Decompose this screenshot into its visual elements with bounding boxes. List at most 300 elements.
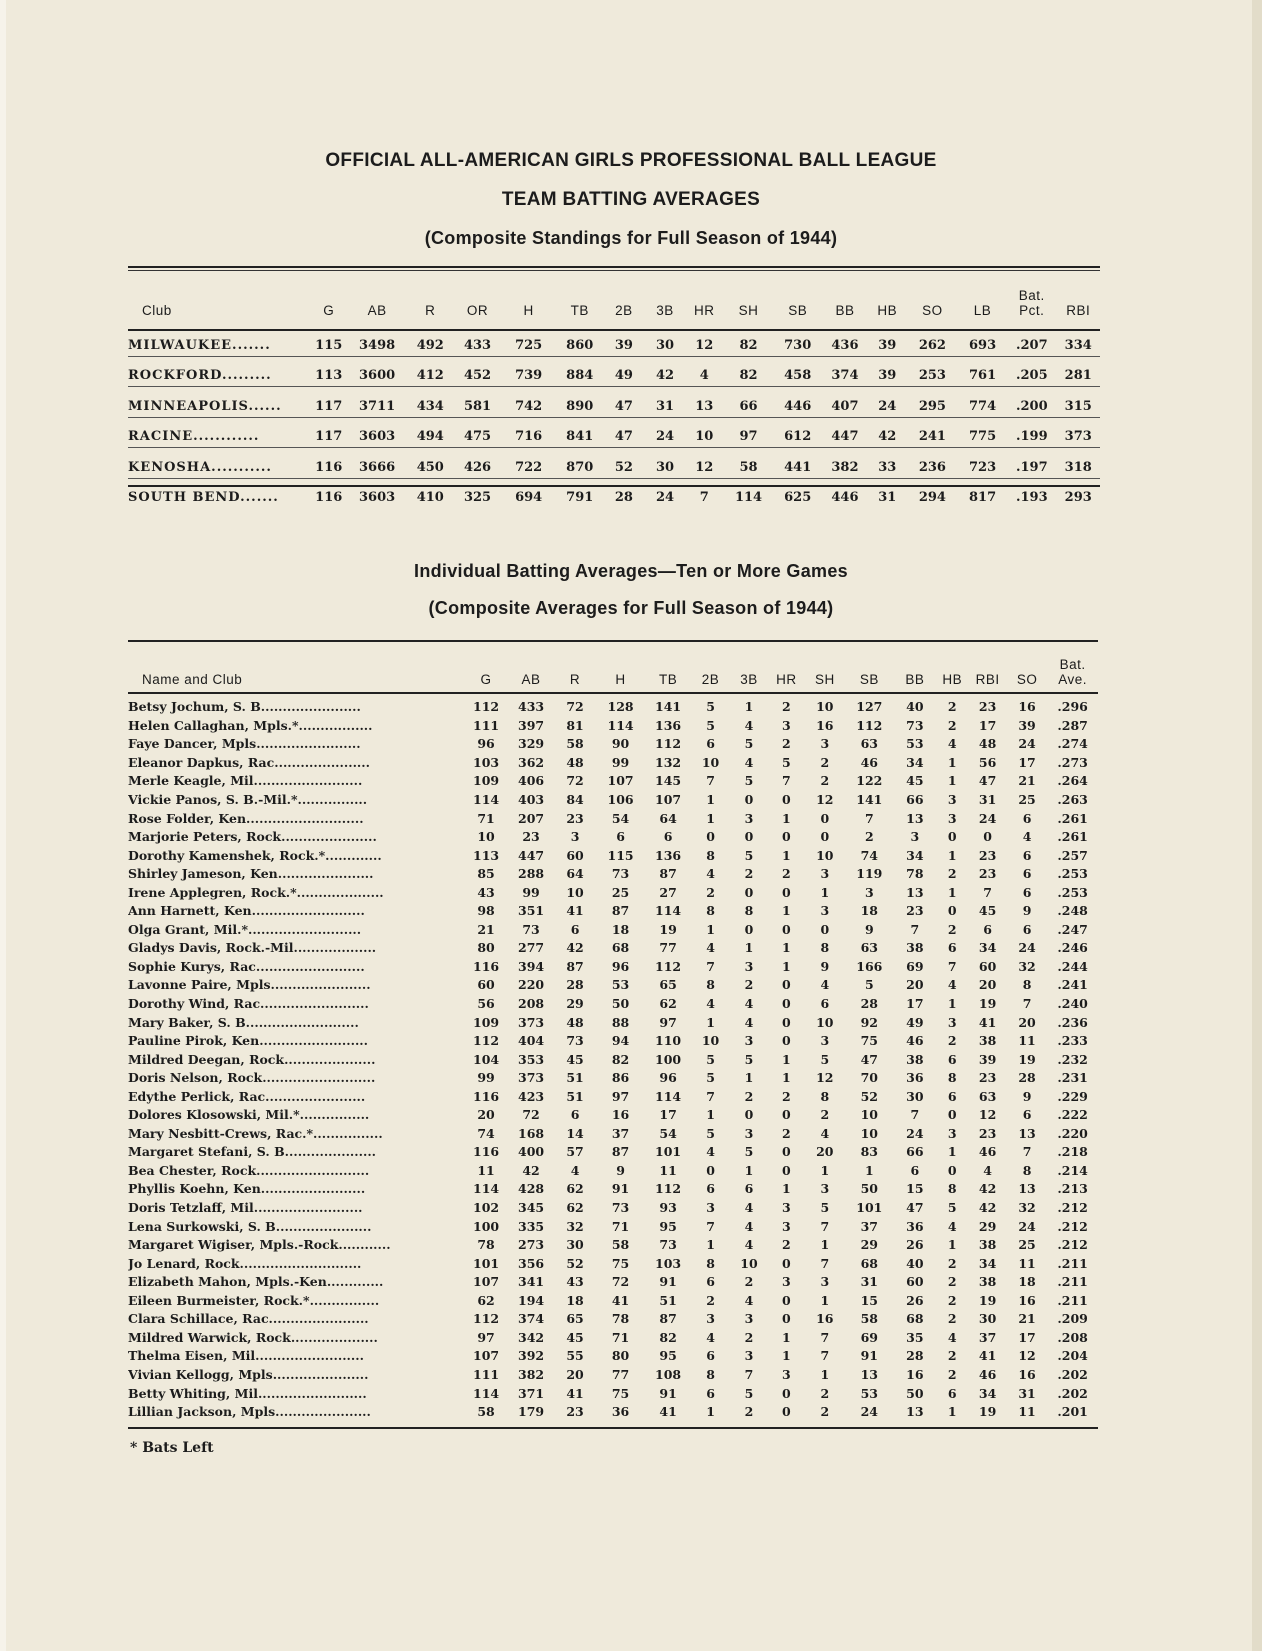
table-cell: 3 [947,1125,957,1141]
table-cell: 37 [978,1329,997,1345]
table-cell: 75 [611,1385,630,1401]
table-cell: 166 [856,958,883,974]
table-cell: 4 [947,736,957,752]
table-cell: 54 [611,810,630,826]
table-cell: 112 [655,958,682,974]
table-cell: .261 [1057,810,1088,826]
table-row [128,1125,1098,1144]
table-cell: 5 [744,1385,754,1401]
table-cell: 107 [607,773,634,789]
table-cell: 412 [416,368,444,383]
table-row [128,902,1098,921]
table-cell: 5 [820,1051,830,1067]
table-cell: 41 [566,1385,584,1401]
table-cell: 107 [655,792,682,807]
table-cell: 102 [473,1200,500,1216]
table-cell: .264 [1057,773,1088,789]
column-header: AB [367,303,387,318]
table-cell: 2 [947,1311,957,1327]
table-cell: 13 [695,398,714,414]
table-cell: 179 [518,1404,545,1420]
table-row [128,958,1098,977]
table-cell: 48 [978,736,997,752]
table-cell: 353 [518,1051,545,1067]
table-cell: 136 [655,847,682,863]
table-cell: 6 [910,1162,920,1178]
table-cell: 446 [784,398,812,414]
table-cell: 0 [782,829,791,845]
table-cell: 1 [782,940,791,956]
table-cell: 46 [906,1033,924,1049]
table-cell: 4 [983,1162,992,1178]
table-cell: 14 [566,1125,584,1141]
table-cell: 21 [1018,773,1036,789]
table-cell: 7 [820,1329,830,1345]
table-cell: 24 [978,810,997,826]
column-header: G [480,672,492,687]
table-cell: 1 [744,1070,754,1086]
table-cell: 19 [1018,1051,1036,1067]
table-cell: 116 [315,459,343,475]
table-cell: 92 [860,1014,879,1030]
table-cell: 36 [906,1070,924,1086]
table-row [128,1180,1098,1199]
table-cell: 452 [463,368,492,383]
row-label: RACINE............ [128,429,260,444]
table-cell: 3 [706,1200,715,1216]
table-cell: 1 [947,1404,957,1420]
table-cell: 730 [784,337,812,353]
table-cell: 103 [655,1255,682,1271]
table-cell: 1 [782,903,791,919]
table-cell: .220 [1057,1125,1088,1141]
table-row [128,1087,1098,1106]
table-cell: 7 [706,773,715,789]
table-row [128,865,1098,884]
table-cell: 30 [656,337,675,353]
table-cell: 113 [315,368,343,383]
table-cell: 0 [947,1162,957,1178]
table-cell: 3603 [359,429,396,444]
table-cell: 2 [820,773,830,789]
table-cell: .274 [1057,736,1088,752]
table-cell: 1 [744,940,754,956]
table-cell: 1 [782,1070,791,1086]
table-cell: 374 [518,1311,545,1327]
table-cell: 2 [820,754,830,770]
row-label: Dolores Klosowski, Mil.*................ [128,1107,370,1123]
table-cell: 10 [816,847,834,863]
row-label: MILWAUKEE....... [128,337,271,353]
table-cell: 19 [978,1292,997,1308]
table-cell: 5 [744,1144,754,1160]
table-cell: 16 [1018,699,1036,715]
table-row [128,1013,1098,1032]
column-header: Name and Club [142,672,243,687]
table-cell: 29 [860,1237,879,1253]
table-cell: 71 [611,1329,630,1345]
table-cell: 406 [518,773,545,789]
table-cell: 2 [706,884,715,900]
table-cell: 16 [816,1311,834,1327]
individual-table-top-rule [128,640,1098,642]
team-table-header-rule [128,329,1100,331]
table-cell: 45 [906,773,924,789]
table-cell: 3 [744,1033,754,1049]
row-label: Mary Baker, S. B.......................... [128,1014,359,1030]
table-cell: 2 [947,1033,957,1049]
table-cell: 82 [659,1329,677,1345]
table-cell: 53 [906,736,924,752]
table-cell: 16 [906,1366,924,1382]
table-cell: 3 [744,958,754,974]
table-row [128,976,1098,995]
table-cell: 870 [566,459,594,475]
table-cell: 112 [655,1181,682,1197]
table-cell: 1 [947,1237,957,1253]
table-cell: 884 [566,368,594,383]
table-cell: 80 [611,1348,630,1364]
table-cell: 99 [611,754,630,770]
table-cell: 0 [983,829,992,845]
table-row [128,1403,1098,1422]
table-cell: .211 [1057,1255,1088,1271]
table-row [128,692,1098,717]
table-cell: 112 [655,736,682,752]
table-cell: 17 [978,717,997,733]
table-row [128,1329,1098,1348]
column-header: OR [466,303,489,318]
table-cell: 1 [782,810,791,826]
table-cell: 64 [566,866,584,882]
row-label: Irene Applegren, Rock.*.................... [128,884,384,900]
table-cell: 18 [860,903,879,919]
table-cell: 28 [566,977,584,993]
table-row [128,417,1100,448]
table-cell: 6 [706,736,715,752]
table-cell: 13 [1018,1125,1036,1141]
table-cell: 434 [416,398,444,414]
table-cell: 4 [744,1014,754,1030]
table-cell: 3 [820,903,830,919]
table-cell: 91 [659,1274,677,1290]
table-cell: 30 [566,1237,584,1253]
table-cell: 72 [566,699,584,715]
table-cell: 362 [518,754,545,770]
row-label: Betsy Jochum, S. B....................... [128,699,361,715]
column-header: HB [877,303,898,318]
row-label: Dorothy Kamenshek, Rock.*............. [128,847,382,863]
table-cell: 6 [706,1181,715,1197]
table-cell: 168 [518,1125,545,1141]
table-cell: 7 [706,1088,715,1104]
table-cell: 3 [744,1311,754,1327]
table-cell: 20 [1018,1014,1036,1030]
table-cell: 34 [906,754,924,770]
table-cell: .232 [1057,1051,1088,1067]
table-cell: 4 [699,368,709,383]
table-cell: 24 [906,1125,924,1141]
table-cell: 2 [782,1088,791,1104]
table-cell: 116 [473,1088,500,1104]
table-cell: 9 [1022,903,1032,919]
table-cell: 3 [706,1311,715,1327]
table-cell: 1 [820,1292,830,1308]
table-cell: .247 [1057,921,1088,937]
table-cell: 112 [473,1311,500,1327]
table-cell: 3 [820,1033,830,1049]
table-cell: 116 [473,1144,500,1160]
table-cell: 2 [947,1292,957,1308]
table-cell: 7 [699,490,709,505]
table-cell: 0 [820,810,830,826]
table-cell: 23 [522,829,540,845]
table-cell: 68 [611,940,630,956]
table-row [128,448,1100,479]
table-cell: 38 [978,1237,997,1253]
table-cell: 2 [947,1366,957,1382]
table-cell: 6 [1022,866,1032,882]
row-label: Eleanor Dapkus, Rac...................... [128,754,370,770]
table-cell: 39 [878,368,897,383]
row-label: Sophie Kurys, Rac......................... [128,958,365,974]
table-row [128,1292,1098,1311]
table-cell: 6 [1022,847,1032,863]
table-cell: 119 [856,866,883,882]
table-row [128,1236,1098,1255]
table-cell: 51 [566,1070,584,1086]
table-cell: 45 [566,1051,584,1067]
table-cell: 39 [878,337,897,353]
table-cell: 108 [655,1366,682,1382]
table-cell: 3 [947,810,957,826]
table-cell: 5 [706,717,715,733]
column-header: HR [776,672,797,687]
table-cell: 612 [784,429,812,444]
table-cell: 21 [1018,1311,1036,1327]
table-cell: 78 [477,1237,495,1253]
table-cell: 3 [782,1200,791,1216]
table-cell: 0 [782,1292,791,1308]
table-cell: 72 [611,1274,630,1290]
table-cell: 3 [820,1274,830,1290]
table-cell: 7 [910,921,920,937]
table-cell: 220 [518,977,545,993]
table-cell: 6 [947,1385,957,1401]
table-cell: 7 [706,1218,715,1234]
table-cell: 3 [570,829,580,845]
table-cell: 207 [518,810,545,826]
table-cell: 63 [860,940,879,956]
table-cell: 334 [1064,337,1092,353]
table-cell: 24 [656,490,675,505]
row-label: Mildred Deegan, Rock..................... [128,1051,376,1067]
table-cell: 3600 [359,368,396,383]
column-header: 2B [615,303,633,318]
table-cell: 294 [918,490,946,505]
row-label: Thelma Eisen, Mil......................... [128,1348,364,1364]
table-cell: 115 [607,847,634,863]
table-cell: 81 [566,717,584,733]
table-cell: 74 [860,847,879,863]
table-cell: 2 [820,1404,830,1420]
table-cell: 0 [782,884,791,900]
table-cell: 281 [1064,368,1092,383]
table-cell: .233 [1057,1033,1088,1049]
team-batting-subtitle: (Composite Standings for Full Season of 1944) [424,228,838,248]
table-cell: 114 [734,490,763,505]
table-cell: 117 [315,398,343,414]
table-row [128,1273,1098,1292]
column-header: BB [835,303,855,318]
table-cell: 145 [655,773,682,789]
row-label: Pauline Pirok, Ken......................... [128,1033,369,1049]
table-row [128,828,1098,847]
table-cell: 382 [831,459,859,475]
table-cell: .201 [1057,1404,1088,1420]
table-cell: 74 [477,1125,495,1141]
table-cell: 0 [782,1033,791,1049]
table-cell: 5 [744,736,754,752]
table-cell: 288 [518,866,545,882]
table-cell: 8 [706,1366,715,1382]
table-cell: 33 [878,459,897,475]
table-cell: 3711 [359,398,396,414]
table-cell: 722 [515,459,543,475]
table-cell: 492 [416,337,444,353]
table-cell: 208 [518,996,545,1012]
table-cell: 58 [860,1311,879,1327]
table-cell: 0 [744,921,754,937]
table-cell: .236 [1057,1014,1088,1030]
table-cell: 8 [820,1088,830,1104]
column-header: HR [694,303,715,318]
column-header: BB [905,672,925,687]
table-cell: 66 [906,792,924,807]
table-cell: 6 [1022,921,1032,937]
table-cell: 447 [518,847,545,863]
row-label: Lillian Jackson, Mpls...................... [128,1404,371,1420]
column-header: SB [859,672,879,687]
table-cell: 4 [744,717,754,733]
table-cell: 73 [611,866,630,882]
table-cell: 7 [910,1107,920,1123]
table-cell: 60 [906,1274,924,1290]
table-cell: 60 [978,958,997,974]
table-cell: 12 [695,459,714,475]
row-label: Margaret Stefani, S. B..................... [128,1144,377,1160]
table-cell: 3666 [359,459,396,475]
table-cell: 8 [706,1255,715,1271]
table-cell: 39 [978,1051,997,1067]
table-cell: 112 [473,699,500,715]
table-cell: 49 [614,368,633,383]
table-cell: 114 [655,1088,682,1104]
table-cell: 2 [744,1404,754,1420]
table-cell: 10 [701,1033,720,1049]
table-cell: 1 [782,1348,791,1364]
table-cell: 87 [611,1144,630,1160]
row-label: Mildred Warwick, Rock.................... [128,1329,378,1345]
table-cell: 24 [878,398,897,414]
table-row [128,356,1100,387]
table-cell: 342 [518,1329,545,1345]
table-cell: 107 [473,1274,500,1290]
table-cell: 426 [463,459,492,475]
individual-table-header [128,643,1098,692]
table-cell: .261 [1057,829,1088,845]
table-row [128,1050,1098,1069]
table-cell: 52 [614,459,633,475]
table-cell: 25 [1018,792,1036,807]
table-cell: 9 [1022,1088,1032,1104]
team-table-header [128,270,1100,326]
table-cell: 7 [1022,996,1032,1012]
table-cell: 77 [659,940,677,956]
table-cell: 58 [611,1237,630,1253]
table-cell: 0 [782,1311,791,1327]
table-cell: 2 [782,1125,791,1141]
table-cell: 50 [860,1181,879,1197]
table-cell: 122 [856,773,883,789]
table-cell: 11 [659,1162,677,1178]
table-cell: .296 [1057,699,1088,715]
table-cell: 95 [659,1348,677,1364]
table-cell: 739 [515,368,543,383]
table-cell: 141 [856,792,883,807]
table-cell: 104 [473,1051,500,1067]
table-cell: 253 [918,368,946,383]
row-label: Shirley Jameson, Ken...................... [128,866,374,882]
team-table-top-rule [128,266,1100,268]
table-cell: 7 [1022,1144,1032,1160]
table-cell: 5 [706,699,715,715]
row-label: Ann Harnett, Ken.......................... [128,903,365,919]
table-cell: 1 [864,1162,874,1178]
table-cell: .246 [1057,940,1088,956]
table-cell: 5 [782,754,791,770]
column-header: AB [521,672,541,687]
table-cell: .208 [1057,1329,1088,1345]
table-cell: .257 [1057,847,1088,863]
table-cell: 37 [611,1125,630,1141]
table-cell: 0 [820,921,830,937]
table-cell: 0 [782,977,791,993]
table-cell: 10 [816,699,834,715]
table-cell: .231 [1057,1070,1088,1086]
table-cell: .202 [1057,1366,1088,1382]
table-cell: 20 [978,977,997,993]
table-cell: 13 [1018,1181,1036,1197]
table-cell: 95 [659,1218,677,1234]
table-cell: 41 [978,1014,997,1030]
table-row [128,995,1098,1014]
table-cell: 20 [816,1144,834,1160]
table-row [128,478,1100,508]
table-cell: 117 [315,429,343,444]
table-cell: 112 [473,1033,500,1049]
table-cell: 19 [659,921,677,937]
column-header: Bat. Ave. [1058,657,1088,687]
table-cell: 410 [416,490,444,505]
table-cell: 241 [918,429,946,444]
row-label: Eileen Burmeister, Rock.*................ [128,1292,380,1308]
table-row [128,846,1098,865]
table-cell: 1 [820,884,830,900]
row-label: Doris Tetzlaff, Mil......................... [128,1200,363,1216]
table-cell: 295 [918,398,946,414]
table-cell: 68 [860,1255,879,1271]
